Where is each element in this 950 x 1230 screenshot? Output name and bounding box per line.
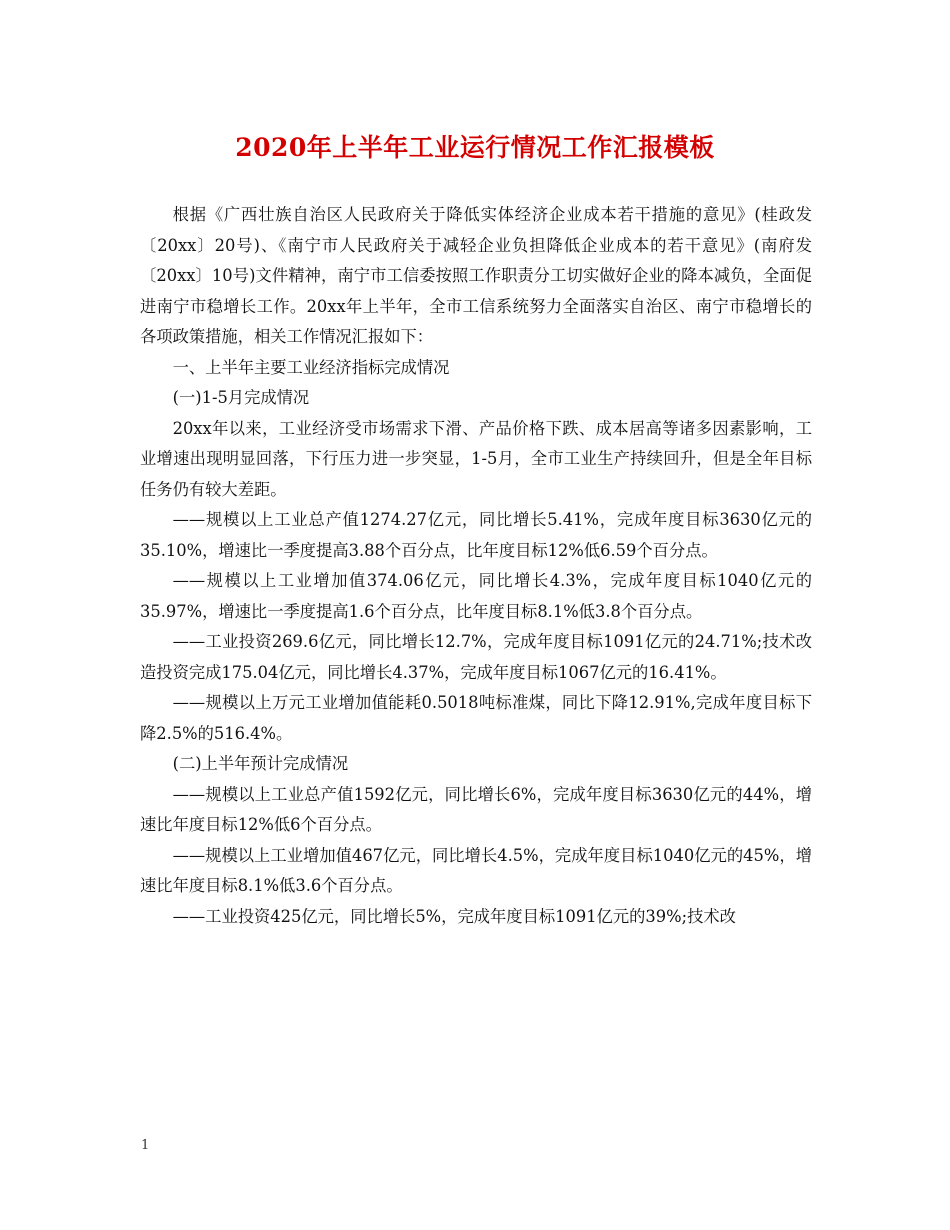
paragraph-forecast-added-value: ——规模以上工业增加值467亿元，同比增长4.5%，完成年度目标1040亿元的45%，增速比年度目标8.1%低3.6个百分点。 (140, 845, 812, 895)
paragraph: 20xx年以来，工业经济受市场需求下滑、产品价格下跌、成本居高等诸多因素影响，工业增速出现明显回落，下行压力进一步突显，1-5月，全市工业生产持续回升，但是全年目标任务仍有较大差距。 (140, 418, 812, 499)
document-body (140, 200, 812, 932)
subsection-heading-1: (一)1-5月完成情况 (172, 388, 310, 407)
paragraph-investment: ——工业投资269.6亿元，同比增长12.7%，完成年度目标1091亿元的24.71%;技术改造投资完成175.04亿元，同比增长4.37%，完成年度目标1067亿元的16.41%。 (140, 632, 812, 682)
document-title: 2020年上半年工业运行情况工作汇报模板 (235, 133, 715, 162)
paragraph-output-value: ——规模以上工业总产值1274.27亿元，同比增长5.41%，完成年度目标3630亿元的35.10%，增速比一季度提高3.88个百分点，比年度目标12%低6.59个百分点。 (140, 510, 812, 560)
paragraph-forecast-investment: ——工业投资425亿元，同比增长5%，完成年度目标1091亿元的39%;技术改 (172, 906, 736, 926)
subsection-heading-2: (二)上半年预计完成情况 (172, 754, 349, 773)
paragraph-forecast-output: ——规模以上工业总产值1592亿元，同比增长6%，完成年度目标3630亿元的44%，增速比年度目标12%低6个百分点。 (140, 784, 812, 834)
page-number: 1 (141, 1138, 150, 1153)
section-heading-1: 一、上半年主要工业经济指标完成情况 (172, 357, 450, 377)
paragraph-energy: ——规模以上万元工业增加值能耗0.5018吨标准煤，同比下降12.91%,完成年度目标下降2.5%的516.4%。 (140, 693, 812, 743)
paragraph-added-value: ——规模以上工业增加值374.06亿元，同比增长4.3%，完成年度目标1040亿元的35.97%，增速比一季度提高1.6个百分点，比年度目标8.1%低3.8个百分点。 (140, 571, 812, 621)
paragraph-intro: 根据《广西壮族自治区人民政府关于降低实体经济企业成本若干措施的意见》(桂政发〔20xx〕20号)、《南宁市人民政府关于减轻企业负担降低企业成本的若干意见》(南府发〔20xx〕10号)文件精神，南宁市工信委按照工作职责分工切实做好企业的降本减负，全面促进南宁市稳增长工作。20xx年上半年，全市工信系统努力全面落实自治区、南宁市稳增长的各项政策措施，相关工作情况汇报如下： (140, 205, 812, 346)
